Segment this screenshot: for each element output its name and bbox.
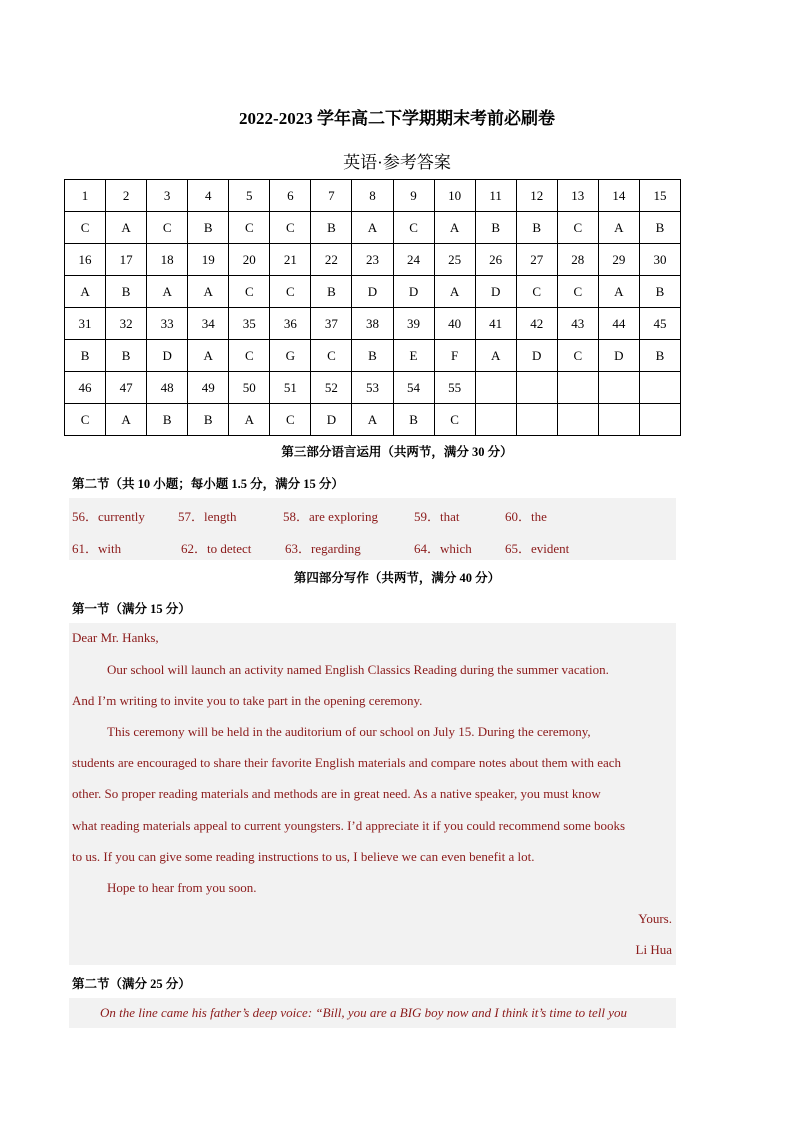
- question-number-cell: 47: [106, 372, 147, 404]
- question-number-cell: 33: [147, 308, 188, 340]
- answer-cell: C: [270, 276, 311, 308]
- question-number-cell: 51: [270, 372, 311, 404]
- answer-cell: C: [65, 404, 106, 436]
- answer-cell: A: [106, 212, 147, 244]
- question-number-cell: 48: [147, 372, 188, 404]
- question-number-cell: 1: [65, 180, 106, 212]
- answer-cell: D: [311, 404, 352, 436]
- question-number-cell: 29: [598, 244, 639, 276]
- letter-line: other. So proper reading materials and methods are in great need. As a native speaker, you must know: [72, 786, 601, 801]
- question-number-cell: 3: [147, 180, 188, 212]
- blank-answer-57: 57．length: [178, 509, 237, 524]
- answer-row: [65, 276, 681, 308]
- page-subtitle: 英语·参考答案: [343, 153, 451, 172]
- blank-answer-61: 61．with: [72, 541, 122, 556]
- question-number-row: [65, 372, 681, 404]
- question-number-cell: [598, 372, 639, 404]
- answer-cell: [516, 404, 557, 436]
- answer-row: [65, 340, 681, 372]
- question-number-cell: [516, 372, 557, 404]
- answer-cell: A: [106, 404, 147, 436]
- question-number-cell: 44: [598, 308, 639, 340]
- blank-answer-62: 62．to detect: [181, 541, 252, 556]
- question-number-cell: 38: [352, 308, 393, 340]
- answer-cell: C: [229, 276, 270, 308]
- answer-cell: B: [475, 212, 516, 244]
- answer-cell: D: [352, 276, 393, 308]
- continuation-text: On the line came his father’s deep voice: “Bill, you are a BIG boy now and I think it’s time to tell you: [100, 1005, 628, 1020]
- answer-cell: C: [229, 212, 270, 244]
- question-number-cell: 13: [557, 180, 598, 212]
- question-number-cell: 45: [639, 308, 680, 340]
- answer-cell: B: [311, 276, 352, 308]
- answer-cell: C: [270, 404, 311, 436]
- question-number-cell: 8: [352, 180, 393, 212]
- blank-answer-58: 58．are exploring: [283, 509, 378, 524]
- question-number-cell: [557, 372, 598, 404]
- question-number-cell: 24: [393, 244, 434, 276]
- answer-cell: A: [188, 340, 229, 372]
- question-number-cell: 39: [393, 308, 434, 340]
- question-number-cell: 34: [188, 308, 229, 340]
- part3-section2-heading: 第二节（共 10 小题；每小题 1.5 分，满分 15 分）: [72, 477, 344, 491]
- answer-row: [65, 404, 681, 436]
- answer-cell: C: [434, 404, 475, 436]
- answer-table: [64, 179, 681, 436]
- question-number-cell: 5: [229, 180, 270, 212]
- question-number-cell: 17: [106, 244, 147, 276]
- answer-cell: F: [434, 340, 475, 372]
- question-number-cell: 26: [475, 244, 516, 276]
- question-number-cell: 32: [106, 308, 147, 340]
- letter-signoff: Yours.: [638, 911, 672, 926]
- answer-cell: D: [393, 276, 434, 308]
- answer-cell: B: [311, 212, 352, 244]
- answer-cell: B: [65, 340, 106, 372]
- answer-cell: B: [393, 404, 434, 436]
- question-number-cell: 43: [557, 308, 598, 340]
- answer-cell: B: [639, 212, 680, 244]
- letter-line: students are encouraged to share their favorite English materials and compare notes about them with each: [72, 755, 622, 770]
- question-number-row: [65, 244, 681, 276]
- question-number-cell: 16: [65, 244, 106, 276]
- answer-cell: B: [352, 340, 393, 372]
- blank-answer-65: 65．evident: [505, 541, 570, 556]
- letter-signature: Li Hua: [635, 942, 672, 957]
- answer-cell: D: [475, 276, 516, 308]
- part3-heading: 第三部分语言运用（共两节，满分 30 分）: [281, 445, 513, 459]
- question-number-cell: 55: [434, 372, 475, 404]
- question-number-cell: 14: [598, 180, 639, 212]
- question-number-cell: [639, 372, 680, 404]
- question-number-cell: 46: [65, 372, 106, 404]
- question-number-cell: 10: [434, 180, 475, 212]
- answer-cell: [557, 404, 598, 436]
- answer-cell: C: [270, 212, 311, 244]
- answer-cell: B: [639, 340, 680, 372]
- part4-heading: 第四部分写作（共两节，满分 40 分）: [293, 571, 501, 585]
- answer-cell: B: [188, 212, 229, 244]
- question-number-cell: [475, 372, 516, 404]
- letter-line: to us. If you can give some reading instructions to us, I believe we can even benefit a lot.: [72, 849, 535, 864]
- blank-answer-59: 59．that: [414, 509, 460, 524]
- answer-cell: C: [557, 276, 598, 308]
- part4-section2-heading: 第二节（满分 25 分）: [72, 977, 191, 991]
- question-number-cell: 42: [516, 308, 557, 340]
- question-number-cell: 25: [434, 244, 475, 276]
- question-number-cell: 36: [270, 308, 311, 340]
- answer-cell: A: [65, 276, 106, 308]
- answer-cell: B: [147, 404, 188, 436]
- letter-salutation: Dear Mr. Hanks,: [72, 630, 159, 645]
- question-number-cell: 27: [516, 244, 557, 276]
- question-number-cell: 40: [434, 308, 475, 340]
- blank-answer-56: 56．currently: [72, 509, 145, 524]
- letter-line: This ceremony will be held in the auditorium of our school on July 15. During the ceremony,: [107, 724, 591, 739]
- letter-line: what reading materials appeal to current youngsters. I’d appreciate it if you could recommend some books: [72, 818, 626, 833]
- answer-cell: C: [393, 212, 434, 244]
- blank-answer-64: 64．which: [414, 541, 472, 556]
- question-number-cell: 12: [516, 180, 557, 212]
- answer-cell: A: [147, 276, 188, 308]
- question-number-cell: 9: [393, 180, 434, 212]
- answer-cell: D: [516, 340, 557, 372]
- question-number-cell: 54: [393, 372, 434, 404]
- answer-cell: C: [65, 212, 106, 244]
- question-number-cell: 31: [65, 308, 106, 340]
- answer-cell: C: [229, 340, 270, 372]
- answer-cell: A: [229, 404, 270, 436]
- question-number-cell: 28: [557, 244, 598, 276]
- answer-cell: A: [598, 212, 639, 244]
- question-number-cell: 41: [475, 308, 516, 340]
- answer-cell: [639, 404, 680, 436]
- answer-cell: C: [311, 340, 352, 372]
- question-number-cell: 49: [188, 372, 229, 404]
- answer-cell: B: [188, 404, 229, 436]
- page-title: 2022-2023 学年高二下学期期末考前必刷卷: [239, 109, 555, 128]
- answer-cell: E: [393, 340, 434, 372]
- answer-cell: A: [352, 212, 393, 244]
- letter-closing-line: Hope to hear from you soon.: [107, 880, 257, 895]
- part4-section1-heading: 第一节（满分 15 分）: [72, 602, 191, 616]
- question-number-cell: 22: [311, 244, 352, 276]
- answer-cell: C: [147, 212, 188, 244]
- question-number-cell: 52: [311, 372, 352, 404]
- answer-cell: [475, 404, 516, 436]
- letter-line: And I’m writing to invite you to take part in the opening ceremony.: [72, 693, 423, 708]
- question-number-cell: 19: [188, 244, 229, 276]
- answer-cell: A: [475, 340, 516, 372]
- question-number-cell: 30: [639, 244, 680, 276]
- answer-cell: G: [270, 340, 311, 372]
- answer-cell: D: [147, 340, 188, 372]
- question-number-cell: 11: [475, 180, 516, 212]
- blank-answer-63: 63．regarding: [285, 541, 361, 556]
- question-number-cell: 4: [188, 180, 229, 212]
- question-number-cell: 53: [352, 372, 393, 404]
- answer-cell: C: [557, 340, 598, 372]
- answer-cell: B: [106, 340, 147, 372]
- answer-cell: C: [516, 276, 557, 308]
- answer-cell: A: [434, 212, 475, 244]
- answer-cell: A: [352, 404, 393, 436]
- answer-cell: B: [106, 276, 147, 308]
- question-number-cell: 2: [106, 180, 147, 212]
- question-number-cell: 35: [229, 308, 270, 340]
- answer-cell: A: [434, 276, 475, 308]
- answer-cell: [598, 404, 639, 436]
- answer-cell: D: [598, 340, 639, 372]
- letter-line: Our school will launch an activity named English Classics Reading during the summer vacation.: [107, 662, 609, 677]
- question-number-cell: 7: [311, 180, 352, 212]
- answer-cell: C: [557, 212, 598, 244]
- question-number-cell: 6: [270, 180, 311, 212]
- answer-cell: A: [188, 276, 229, 308]
- answer-row: [65, 212, 681, 244]
- answer-cell: A: [598, 276, 639, 308]
- question-number-row: [65, 308, 681, 340]
- blank-answer-60: 60．the: [505, 509, 547, 524]
- question-number-cell: 18: [147, 244, 188, 276]
- question-number-cell: 21: [270, 244, 311, 276]
- question-number-cell: 23: [352, 244, 393, 276]
- question-number-cell: 37: [311, 308, 352, 340]
- answer-cell: B: [639, 276, 680, 308]
- answer-cell: B: [516, 212, 557, 244]
- question-number-cell: 50: [229, 372, 270, 404]
- question-number-cell: 20: [229, 244, 270, 276]
- question-number-cell: 15: [639, 180, 680, 212]
- question-number-row: [65, 180, 681, 212]
